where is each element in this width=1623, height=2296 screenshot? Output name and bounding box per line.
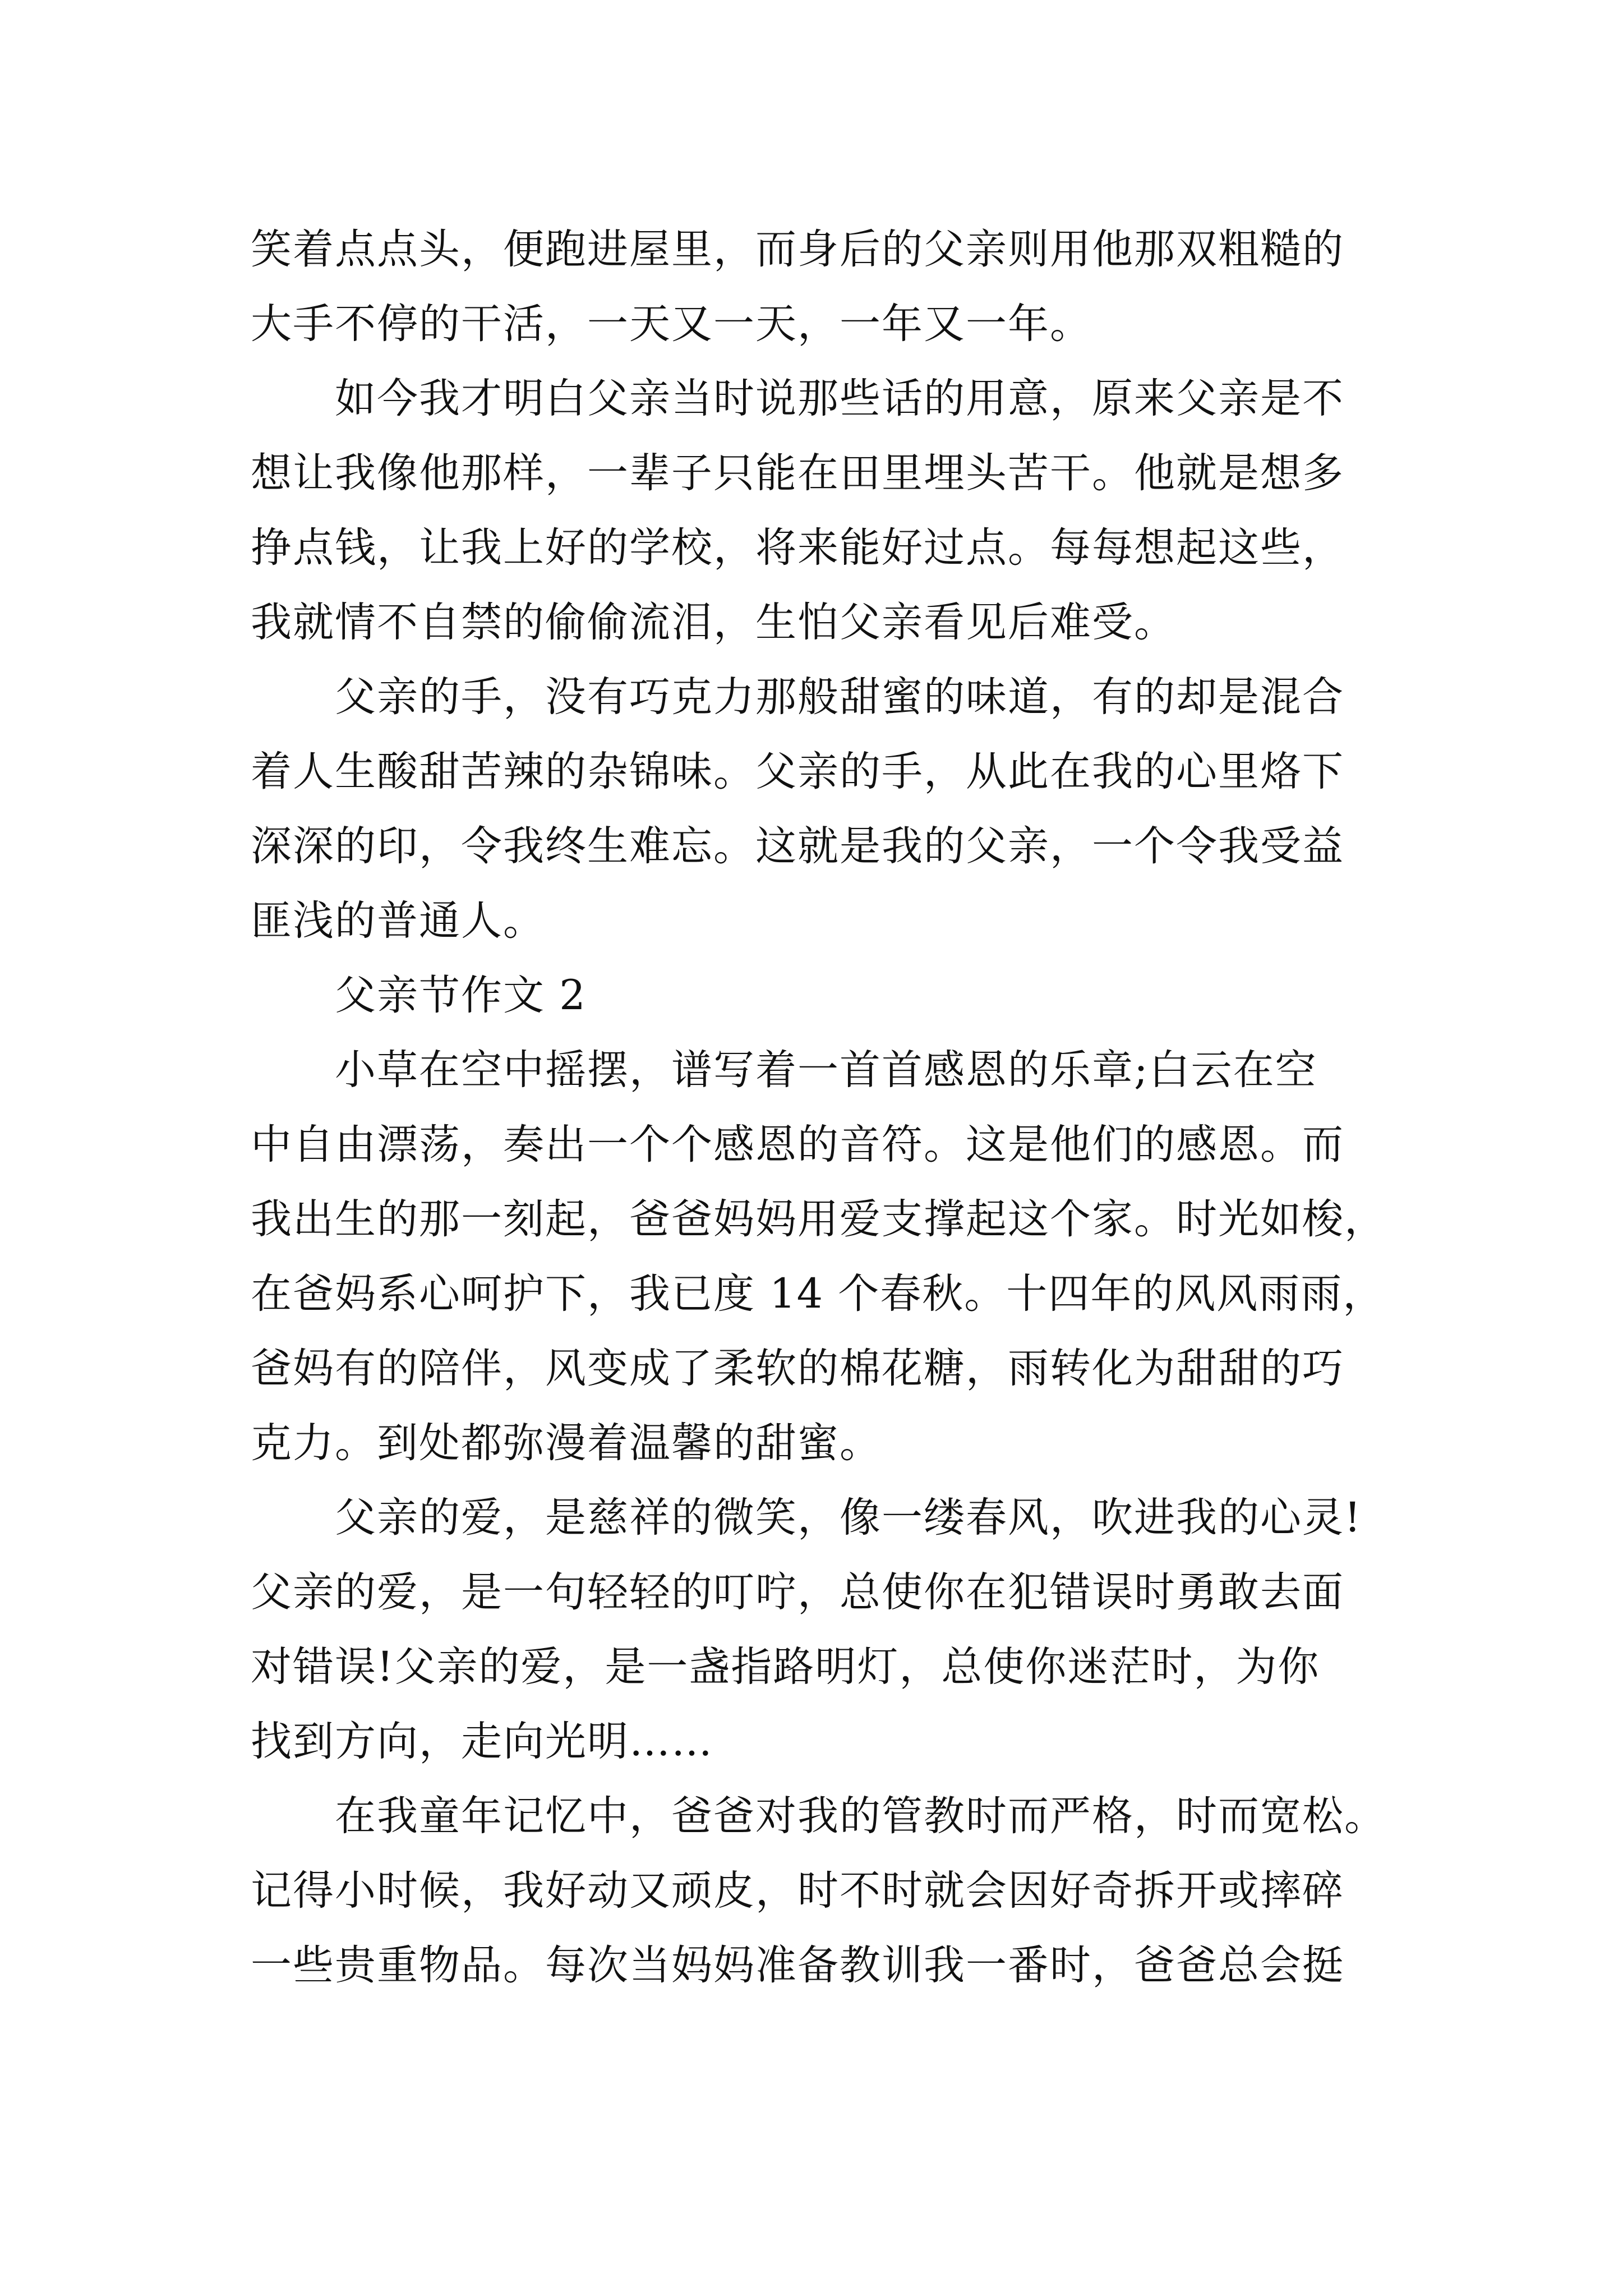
- text-line: 中自由漂荡，奏出一个个感恩的音符。这是他们的感恩。而: [251, 1121, 1344, 1168]
- text-line: 小草在空中摇摆，谱写着一首首感恩的乐章;白云在空: [335, 1046, 1317, 1094]
- paragraph-5: [251, 1480, 1389, 1779]
- paragraph-1: [251, 212, 1389, 361]
- text-line: 想让我像他那样，一辈子只能在田里埋头苦干。他就是想多: [251, 449, 1344, 497]
- text-line: 匪浅的普通人。: [251, 897, 545, 945]
- section-heading: 父亲节作文 2: [335, 972, 587, 1019]
- document-body: [251, 212, 1389, 2003]
- text-line: 在爸妈系心呵护下，我已度 14 个春秋。十四年的风风雨雨，: [251, 1270, 1385, 1318]
- text-line: 父亲的手，没有巧克力那般甜蜜的味道，有的却是混合: [335, 673, 1344, 721]
- paragraph-6: [251, 1779, 1389, 2003]
- text-line: 在我童年记忆中，爸爸对我的管教时而严格，时而宽松。: [335, 1792, 1386, 1840]
- text-line: 深深的印，令我终生难忘。这就是我的父亲，一个令我受益: [251, 822, 1344, 870]
- text-line: 挣点钱，让我上好的学校，将来能好过点。每每想起这些，: [251, 524, 1344, 572]
- text-line: 记得小时候，我好动又顽皮，时不时就会因好奇拆开或摔碎: [251, 1867, 1344, 1915]
- paragraph-2: [251, 361, 1389, 660]
- text-line: 我就情不自禁的偷偷流泪，生怕父亲看见后难受。: [251, 599, 1176, 646]
- text-line: 父亲的爱，是慈祥的微笑，像一缕春风，吹进我的心灵!: [335, 1494, 1362, 1542]
- text-line: 找到方向，走向光明……: [251, 1718, 713, 1765]
- text-line: 大手不停的干活，一天又一天，一年又一年。: [251, 300, 1092, 348]
- text-line: 我出生的那一刻起，爸爸妈妈用爱支撑起这个家。时光如梭，: [251, 1195, 1386, 1243]
- text-line: 如今我才明白父亲当时说那些话的用意，原来父亲是不: [335, 375, 1344, 422]
- text-line: 一些贵重物品。每次当妈妈准备教训我一番时，爸爸总会挺: [251, 1941, 1344, 1989]
- text-line: 克力。到处都弥漫着温馨的甜蜜。: [251, 1419, 882, 1467]
- text-line: 笑着点点头，便跑进屋里，而身后的父亲则用他那双粗糙的: [251, 226, 1344, 273]
- paragraph-4: [251, 1033, 1389, 1480]
- text-line: 着人生酸甜苦辣的杂锦味。父亲的手，从此在我的心里烙下: [251, 748, 1344, 795]
- text-line: 爸妈有的陪伴，风变成了柔软的棉花糖，雨转化为甜甜的巧: [251, 1345, 1344, 1392]
- text-line: 父亲的爱，是一句轻轻的叮咛，总使你在犯错误时勇敢去面: [251, 1568, 1344, 1616]
- text-line: 对错误!父亲的爱，是一盏指路明灯，总使你迷茫时，为你: [251, 1643, 1320, 1691]
- paragraph-3: [251, 660, 1389, 958]
